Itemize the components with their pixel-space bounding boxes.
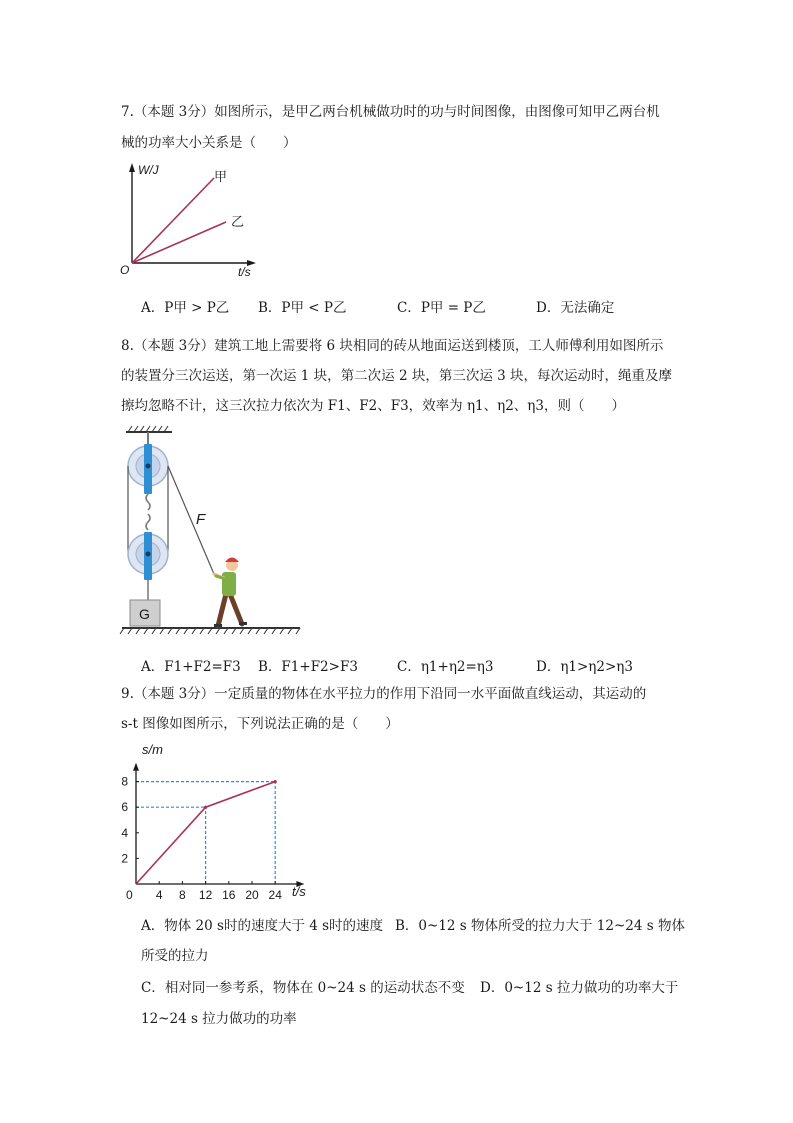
q9-series-point-3 xyxy=(274,780,277,783)
q8-stem-line-3: 擦均忽略不计，这三次拉力依次为 F1、F2、F3，效率为 η1、η2、η3，则（ ） xyxy=(121,398,625,414)
q9-x-tick-label-12: 12 xyxy=(198,888,213,902)
q7-origin-label: O xyxy=(120,263,130,277)
q7-line-jia-label: 甲 xyxy=(214,169,228,184)
q7-y-axis-label: W/J xyxy=(138,163,159,177)
q8-force-label: F xyxy=(196,511,206,528)
q9-series-point-2 xyxy=(204,806,207,809)
q7-stem-line-1: 7.（本题 3分）如图所示，是甲乙两台机械做功时的功与时间图像，由图像可知甲乙两台机 xyxy=(121,104,660,120)
q9-y-tick-label-8: 8 xyxy=(121,774,128,789)
q7-option-d[interactable]: D．无法确定 xyxy=(536,300,615,316)
q9-s-t-chart xyxy=(112,744,322,904)
q9-guide-lines xyxy=(136,782,275,884)
q9-y-tick-label-6: 6 xyxy=(121,800,128,815)
q9-x-tick-label-16: 16 xyxy=(222,888,236,902)
q9-option-d-line-2[interactable]: 12~24 s 拉力做功的功率 xyxy=(141,1011,297,1027)
q7-option-a[interactable]: A．P甲 > P乙 xyxy=(141,300,230,316)
q9-y-tick-label-4: 4 xyxy=(121,825,128,840)
q9-y-axis-arrow xyxy=(133,763,139,771)
q8-worker-figure xyxy=(214,558,247,628)
q8-option-c[interactable]: C．η1+η2=η3 xyxy=(397,659,494,675)
q9-x-tick-label-24: 24 xyxy=(268,888,282,902)
q7-line-jia xyxy=(132,178,214,263)
q8-stem-line-1: 8.（本题 3分）建筑工地上需要将 6 块相同的砖从地面运送到楼顶，工人师傅利用如图所示 xyxy=(121,338,664,354)
q8-stem-line-2: 的装置分三次运送，第一次运 1 块，第二次运 2 块，第三次运 3 块，每次运动时，绳重及摩 xyxy=(121,368,673,384)
q7-option-c[interactable]: C．P甲 = P乙 xyxy=(397,300,486,316)
q9-option-b-line-1[interactable]: B．0~12 s 物体所受的拉力大于 12~24 s 物体 xyxy=(395,918,685,934)
q7-work-time-graph xyxy=(110,160,280,280)
q9-option-d-line-1[interactable]: D．0~12 s 拉力做功的功率大于 xyxy=(480,980,679,996)
q9-option-c[interactable]: C．相对同一参考系，物体在 0~24 s 的运动状态不变 xyxy=(141,980,465,996)
q8-pulley-figure xyxy=(118,424,308,638)
q9-stem-line-2: s-t 图像如图所示，下列说法正确的是（ ） xyxy=(121,716,399,732)
q9-option-a[interactable]: A．物体 20 s时的速度大于 4 s时的速度 xyxy=(141,918,384,934)
q8-option-a[interactable]: A．F1+F2=F3 xyxy=(141,659,241,675)
q9-x-tick-label-0: 0 xyxy=(126,888,133,902)
q7-line-yi-label: 乙 xyxy=(231,214,245,229)
q9-x-tick-label-8: 8 xyxy=(179,888,186,902)
q9-x-tick-label-4: 4 xyxy=(155,888,163,902)
q9-y-axis-label: s/m xyxy=(142,744,163,757)
q8-fixed-pulley-frame xyxy=(144,444,152,494)
q7-line-yi xyxy=(132,222,226,263)
q7-x-axis-label: t/s xyxy=(238,265,251,279)
q7-stem-line-2: 械的功率大小关系是（ ） xyxy=(121,135,297,151)
q9-tick-labels xyxy=(121,775,282,902)
q9-option-b-line-2[interactable]: 所受的拉力 xyxy=(141,948,209,964)
q9-stem-line-1: 9.（本题 3分）一定质量的物体在水平拉力的作用下沿同一水平面做直线运动，其运动的 xyxy=(121,686,647,702)
q9-y-tick-label-2: 2 xyxy=(121,851,128,866)
q7-y-axis-arrow xyxy=(129,163,135,172)
q8-option-b[interactable]: B．F1+F2>F3 xyxy=(258,659,358,675)
q9-x-axis-label: t/s xyxy=(292,884,306,899)
q8-rope-pull xyxy=(168,466,214,574)
q8-option-d[interactable]: D．η1>η2>η3 xyxy=(536,659,633,675)
q9-series xyxy=(136,780,277,884)
q9-x-tick-label-20: 20 xyxy=(245,888,259,902)
q8-weight-label: G xyxy=(139,606,150,622)
q7-option-b[interactable]: B．P甲 < P乙 xyxy=(258,300,347,316)
